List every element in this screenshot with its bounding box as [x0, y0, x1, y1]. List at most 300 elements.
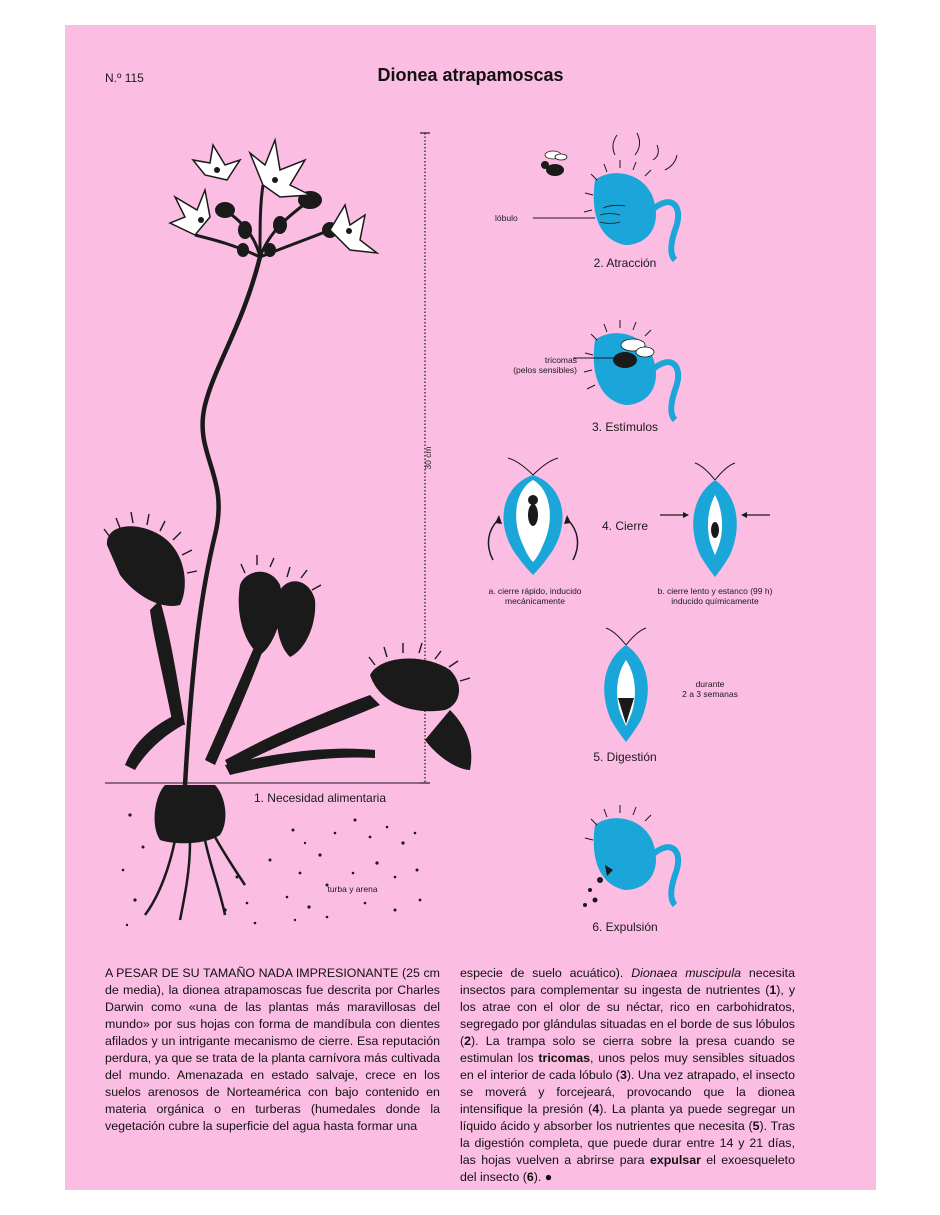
paragraph-part-1: intrigante	[179, 1034, 231, 1048]
paragraph-part-8: hojas	[481, 1153, 511, 1167]
paragraph-part-8: durar	[652, 1136, 682, 1150]
closure-a-label	[465, 586, 605, 606]
paragraph-part-1: planta	[271, 1051, 306, 1065]
paragraph-part-6: dionea	[757, 1085, 795, 1099]
paragraph-part-1: salvaje,	[316, 1068, 359, 1082]
paragraph-part-1	[503, 966, 511, 980]
paragraph-part-7: necesita	[698, 1119, 745, 1133]
closure-a-line-1: a. cierre rápido, inducido	[488, 586, 582, 596]
paragraph-part-8: días,	[768, 1136, 795, 1150]
paragraph-part-1: bajo	[334, 1085, 359, 1099]
ref-4: 4	[592, 1102, 600, 1116]
paragraph-part-3: borde	[680, 1017, 713, 1031]
paragraph-part-1	[220, 1085, 227, 1099]
tricomas-line-2: (pelos sensibles)	[513, 365, 577, 375]
paragraph-part-9: (	[522, 1170, 527, 1184]
paragraph-part-1: la	[430, 1102, 440, 1116]
paragraph-part-4: sobre	[640, 1034, 672, 1048]
paragraph-part-6	[692, 1085, 704, 1099]
paragraph-part-1	[309, 1068, 316, 1082]
paragraph-part-1	[141, 1085, 148, 1099]
paragraph-part-1: cultivada	[391, 1051, 440, 1065]
paragraph-part-8: 21	[749, 1136, 764, 1150]
step-1-label: 1. Necesidad alimentaria	[253, 791, 387, 805]
closure-b-label	[635, 586, 795, 606]
paragraph-part-1: que	[171, 1051, 193, 1065]
paragraph-part-3: con	[516, 1000, 537, 1014]
paragraph-part-4: estimulan	[460, 1051, 514, 1065]
paragraph-part-1: en	[426, 1085, 440, 1099]
ref-1: 1	[769, 983, 777, 997]
paragraph-part-1: hasta	[323, 1119, 354, 1133]
paragraph-part-7: y	[533, 1119, 540, 1133]
lobe-label: lóbulo	[495, 213, 518, 223]
paragraph-part-4	[689, 1034, 696, 1048]
paragraph-part-1: materia	[105, 1102, 147, 1116]
step-2-label: 2. Atracción	[593, 256, 657, 270]
paragraph-part-4: La	[485, 1034, 500, 1048]
paragraph-part-7: ya	[669, 1102, 683, 1116]
paragraph-part-1: hojas	[200, 1017, 230, 1031]
paragraph-part-7: absorber	[543, 1119, 593, 1133]
paragraph-part-1: dientes	[400, 1017, 440, 1031]
paragraph-part-1: los	[424, 1068, 440, 1082]
tricomas-term: tricomas	[538, 1051, 591, 1065]
paragraph-part-4	[634, 1034, 641, 1048]
paragraph-part-6: la	[527, 1102, 538, 1116]
paragraph-part-1: vegetación	[105, 1119, 165, 1133]
closure-a-line-2: mecánicamente	[504, 596, 565, 606]
paragraph-part-1	[340, 1000, 348, 1014]
page	[65, 25, 876, 1190]
paragraph-part-1: Norteamérica	[226, 1085, 301, 1099]
paragraph-part-3: por	[522, 1017, 541, 1031]
paragraph-part-2: (	[765, 983, 770, 997]
lead-in: TAMAÑO	[202, 966, 256, 980]
paragraph-part-1: de	[295, 1017, 309, 1031]
paragraph-part-8: abrirse	[576, 1153, 615, 1167]
ref-6: 6	[526, 1170, 534, 1184]
paragraph-part-3: los	[460, 1000, 476, 1014]
paragraph-part-1	[245, 1102, 255, 1116]
paragraph-part-1: mandíbula	[313, 1017, 372, 1031]
paragraph-part-3: glándulas	[543, 1017, 597, 1031]
paragraph-part-8: digestión	[474, 1136, 525, 1150]
paragraph-part-1	[562, 966, 570, 980]
paragraph-part-5: el	[477, 1068, 487, 1082]
paragraph-part-1: afilados	[105, 1034, 148, 1048]
paragraph-part-1: como	[151, 1000, 182, 1014]
paragraph-part-3: el	[543, 1000, 553, 1014]
paragraph-part-1: sus	[176, 1017, 196, 1031]
paragraph-part-8: para	[619, 1153, 645, 1167]
body-column-right	[460, 965, 795, 1186]
paragraph-part-9: el	[706, 1153, 716, 1167]
paragraph-part-1: cubre	[168, 1119, 200, 1133]
paragraph-part-2	[741, 966, 749, 980]
lead-in: A	[105, 966, 113, 980]
paragraph-part-1: plantas	[268, 1000, 309, 1014]
paragraph-part-1: estado	[271, 1068, 309, 1082]
step-6-label: 6. Expulsión	[592, 920, 658, 934]
paragraph-part-1	[261, 1000, 269, 1014]
paragraph-part-4	[545, 1034, 552, 1048]
paragraph-part-5: lóbulo	[579, 1068, 613, 1082]
paragraph-part-1: o	[214, 1102, 222, 1116]
paragraph-part-6: insecto	[755, 1068, 795, 1082]
paragraph-part-1: atrapamoscas	[223, 983, 302, 997]
paragraph-part-1: suelos	[105, 1085, 141, 1099]
paragraph-part-6: ).	[626, 1068, 635, 1082]
page-number: N.º 115	[105, 71, 144, 85]
trap-digestion	[604, 628, 648, 742]
paragraph-part-1	[396, 1068, 403, 1082]
paragraph-part-7: los	[596, 1119, 613, 1133]
paragraph-part-4: se	[781, 1034, 795, 1048]
step-3-label: 3. Estímulos	[591, 420, 659, 434]
paragraph-part-1: suelo	[532, 966, 562, 980]
paragraph-part-1: cierre.	[318, 1034, 354, 1048]
lead-in: PESAR	[116, 966, 159, 980]
paragraph-part-1	[328, 1085, 335, 1099]
closure-b-line-2: inducido químicamente	[671, 596, 759, 606]
paragraph-part-1: mundo.	[128, 1068, 171, 1082]
paragraph-part-1: más	[316, 1000, 340, 1014]
paragraph-part-3: y	[788, 983, 796, 997]
paragraph-part-8: Tras	[770, 1119, 795, 1133]
paragraph-part-4	[479, 1034, 486, 1048]
body-column-left	[105, 965, 440, 1135]
duration-line-1: durante	[695, 679, 725, 689]
paragraph-part-7: segregar	[727, 1102, 777, 1116]
paragraph-part-1: las	[245, 1000, 262, 1014]
paragraph-part-7: un	[781, 1102, 795, 1116]
paragraph-part-6	[526, 1085, 538, 1099]
paragraph-part-1: por	[154, 1017, 173, 1031]
paragraph-part-1: en	[250, 1068, 265, 1082]
paragraph-part-3: en	[649, 1017, 664, 1031]
paragraph-part-1: de	[240, 1051, 255, 1065]
paragraph-part-1: agua	[292, 1119, 321, 1133]
paragraph-part-3: lóbulos	[755, 1017, 795, 1031]
paragraph-part-4: la	[679, 1034, 689, 1048]
paragraph-part-2: de	[686, 983, 701, 997]
paragraph-part-3: segregado	[460, 1017, 519, 1031]
paragraph-part-10: ).	[533, 1170, 542, 1184]
paragraph-part-1: perdura,	[105, 1051, 152, 1065]
tricomas-line-1: tricomas	[544, 355, 577, 365]
paragraph-part-1: formar	[357, 1119, 394, 1133]
paragraph-part-5: situados	[748, 1051, 795, 1065]
paragraph-part-1: media),	[123, 983, 165, 997]
paragraph-part-6	[615, 1085, 627, 1099]
paragraph-part-7: puede	[687, 1102, 723, 1116]
paragraph-part-6: presión	[542, 1102, 584, 1116]
paragraph-part-6: atrapado,	[686, 1068, 740, 1082]
paragraph-part-5: en	[460, 1068, 474, 1082]
paragraph-part-1: más	[364, 1051, 388, 1065]
paragraph-part-1	[170, 1068, 177, 1082]
paragraph-part-5: de	[531, 1068, 546, 1082]
paragraph-part-4	[672, 1034, 679, 1048]
paragraph-part-8: vuelven	[516, 1153, 559, 1167]
paragraph-part-1: superficie	[215, 1119, 269, 1133]
paragraph-part-7: La	[611, 1102, 626, 1116]
paragraph-part-1: de	[301, 1034, 315, 1048]
paragraph-part-1: en	[231, 1102, 246, 1116]
paragraph-part-8: completa,	[529, 1136, 583, 1150]
paragraph-part-6: provocando	[626, 1085, 692, 1099]
trap-closure-fast	[488, 458, 577, 575]
paragraph-part-4: se	[582, 1034, 596, 1048]
step-4-label: 4. Cierre	[601, 519, 648, 533]
paragraph-part-7: nutrientes	[615, 1119, 671, 1133]
paragraph-part-4	[500, 1034, 507, 1048]
paragraph-part-1	[221, 1102, 231, 1116]
paragraph-part-5: ,	[590, 1051, 594, 1065]
paragraph-part-1: de	[510, 966, 525, 980]
paragraph-part-4	[775, 1034, 782, 1048]
paragraph-part-8: las	[460, 1153, 476, 1167]
paragraph-part-9: insecto	[480, 1170, 520, 1184]
end-mark: ●	[544, 1170, 553, 1184]
paragraph-part-1	[420, 1102, 430, 1116]
paragraph-part-8: puede	[613, 1136, 648, 1150]
paragraph-part-6: y	[538, 1085, 545, 1099]
paragraph-part-1	[623, 966, 631, 980]
paragraph-part-1	[181, 1000, 189, 1014]
species-name: Dionaea	[631, 966, 678, 980]
species-name: muscipula	[685, 966, 741, 980]
paragraph-part-2: ingesta	[641, 983, 682, 997]
paragraph-part-8: entre	[686, 1136, 715, 1150]
paragraph-part-6: que	[703, 1085, 725, 1099]
paragraph-part-1: carnívora	[308, 1051, 361, 1065]
paragraph-part-6	[544, 1085, 556, 1099]
paragraph-part-5: (	[615, 1068, 620, 1082]
paragraph-part-5: pelos	[629, 1051, 660, 1065]
process-diagrams	[65, 25, 876, 945]
paragraph-part-3: en	[696, 1000, 711, 1014]
paragraph-part-6	[724, 1085, 736, 1099]
paragraph-part-7: ).	[599, 1102, 607, 1116]
closure-b-line-1: b. cierre lento y estanco (99 h)	[657, 586, 773, 596]
duration-label	[665, 679, 755, 699]
duration-line-2: 2 a 3 semanas	[682, 689, 738, 699]
paragraph-part-3: rico	[669, 1000, 690, 1014]
paragraph-part-1: y	[151, 1034, 158, 1048]
paragraph-part-1: «una	[188, 1000, 217, 1014]
paragraph-part-1	[146, 1102, 156, 1116]
paragraph-part-1	[376, 1102, 386, 1116]
paragraph-part-6: se	[460, 1085, 474, 1099]
lead-in: NADA	[258, 966, 293, 980]
paragraph-part-1: una	[396, 1119, 418, 1133]
paragraph-part-1: mecanismo	[233, 1034, 298, 1048]
paragraph-part-1: con	[234, 1017, 255, 1031]
height-label: 30 cm	[423, 446, 433, 470]
paragraph-part-4: los	[517, 1051, 534, 1065]
page-title: Dionea atrapamoscas	[377, 65, 564, 85]
paragraph-part-1: la	[258, 1051, 268, 1065]
paragraph-part-9: del	[460, 1170, 477, 1184]
paragraph-part-1: trata	[212, 1051, 238, 1065]
paragraph-part-1: Esa	[356, 1034, 379, 1048]
paragraph-part-8: y	[738, 1136, 745, 1150]
paragraph-part-1: orgánica	[156, 1102, 205, 1116]
paragraph-part-5: interior	[490, 1068, 529, 1082]
paragraph-part-6: forcejeará,	[556, 1085, 615, 1099]
paragraph-part-3: olor	[559, 1000, 581, 1014]
paragraph-part-4: cuando	[734, 1034, 775, 1048]
paragraph-part-6	[746, 1085, 758, 1099]
paragraph-part-5: sensibles	[692, 1051, 745, 1065]
lead-in: IMPRESIONANTE	[295, 966, 399, 980]
paragraph-part-3: de	[586, 1000, 601, 1014]
paragraph-part-1	[301, 1102, 311, 1116]
paragraph-part-2: su	[623, 983, 637, 997]
paragraph-part-6	[473, 1085, 485, 1099]
paragraph-part-1: con	[307, 1085, 328, 1099]
paragraph-part-1: descrita	[327, 983, 371, 997]
paragraph-part-1: la	[202, 1119, 213, 1133]
paragraph-part-1: reputación	[382, 1034, 441, 1048]
ref-5: 5	[752, 1119, 760, 1133]
paragraph-part-1: del	[423, 1000, 441, 1014]
paragraph-part-7: planta	[630, 1102, 665, 1116]
paragraph-part-5: cada	[548, 1068, 576, 1082]
paragraph-part-1: se	[195, 1051, 209, 1065]
paragraph-part-1: dionea	[182, 983, 220, 997]
paragraph-part-1: fue	[306, 983, 324, 997]
paragraph-part-6: vez	[664, 1068, 684, 1082]
paragraph-part-4	[596, 1034, 603, 1048]
paragraph-part-9: exoesqueleto	[721, 1153, 795, 1167]
paragraph-part-6: intensifique	[460, 1102, 523, 1116]
paragraph-part-1	[199, 1085, 206, 1099]
paragraph-part-1: del	[272, 1119, 289, 1133]
paragraph-part-2: necesita	[748, 966, 795, 980]
paragraph-part-7: que	[674, 1119, 695, 1133]
paragraph-part-1: Charles	[397, 983, 440, 997]
paragraph-part-1: crece	[365, 1068, 396, 1082]
paragraph-part-3: el	[667, 1017, 677, 1031]
trap-expulsion	[583, 805, 678, 907]
trap-closure-slow	[660, 463, 770, 577]
paragraph-part-4: cierra	[602, 1034, 634, 1048]
paragraph-part-1: con	[375, 1017, 396, 1031]
paragraph-part-4: ).	[471, 1034, 479, 1048]
lead-in: SU	[182, 966, 200, 980]
paragraph-part-1: Amenazada	[176, 1068, 244, 1082]
paragraph-part-6: la	[736, 1085, 746, 1099]
paragraph-part-4: trampa	[506, 1034, 546, 1048]
paragraph-part-8: ).	[759, 1119, 768, 1133]
paragraph-part-7: ácido	[500, 1119, 530, 1133]
paragraph-part-5: muy	[664, 1051, 688, 1065]
species-name	[677, 966, 685, 980]
paragraph-part-7: (	[748, 1119, 753, 1133]
paragraph-part-1: de	[224, 1000, 238, 1014]
paragraph-part-3: néctar,	[626, 1000, 664, 1014]
paragraph-part-1: especie	[460, 966, 503, 980]
trap-attraction	[533, 133, 678, 260]
paragraph-part-1: en	[402, 1068, 417, 1082]
paragraph-part-2: para	[510, 983, 536, 997]
paragraph-part-1	[301, 1085, 308, 1099]
paragraph-part-6: (	[588, 1102, 593, 1116]
paragraph-part-1	[204, 1102, 214, 1116]
paragraph-part-1: ya	[154, 1051, 168, 1065]
paragraph-part-1: del	[105, 1068, 122, 1082]
paragraph-part-3: ),	[776, 983, 784, 997]
paragraph-part-2: nutrientes	[705, 983, 761, 997]
paragraph-part-1: contenido	[365, 1085, 420, 1099]
paragraph-part-5: unos	[598, 1051, 626, 1065]
paragraph-part-1: cm	[423, 966, 440, 980]
paragraph-part-1: de	[205, 1085, 220, 1099]
paragraph-part-8: la	[460, 1136, 470, 1150]
paragraph-part-1: mundo»	[105, 1017, 150, 1031]
paragraph-part-3: de	[715, 1017, 730, 1031]
paragraph-part-1	[144, 1000, 152, 1014]
ref-3: 3	[619, 1068, 627, 1082]
paragraph-part-1	[524, 966, 532, 980]
tricomas-label	[477, 355, 577, 375]
paragraph-part-1: arenosos	[147, 1085, 199, 1099]
paragraph-part-1	[122, 1068, 129, 1082]
paragraph-part-4: solo	[552, 1034, 576, 1048]
paragraph-part-3: sus	[732, 1017, 753, 1031]
paragraph-part-1: un	[161, 1034, 176, 1048]
paragraph-part-1: forma	[258, 1017, 291, 1031]
paragraph-part-1: turberas	[255, 1102, 301, 1116]
paragraph-part-4	[727, 1034, 734, 1048]
lead-in: DE	[161, 966, 179, 980]
trap-stimulus	[573, 320, 678, 420]
paragraph-part-1: acuático).	[569, 966, 624, 980]
paragraph-part-3: atrae	[482, 1000, 511, 1014]
paragraph-part-1: por	[375, 983, 394, 997]
paragraph-part-6: Una	[637, 1068, 661, 1082]
paragraph-part-1: (25	[401, 966, 420, 980]
paragraph-part-8: que	[587, 1136, 609, 1150]
paragraph-part-4: presa	[695, 1034, 727, 1048]
ref-2: 2	[464, 1034, 472, 1048]
paragraph-part-6: el	[742, 1068, 753, 1082]
paragraph-part-1: maravillosas	[347, 1000, 416, 1014]
paragraph-part-1: (humedales	[310, 1102, 376, 1116]
paragraph-part-6: moverá	[485, 1085, 527, 1099]
paragraph-part-1: Darwin	[105, 1000, 144, 1014]
paragraph-part-3: situadas	[600, 1017, 647, 1031]
paragraph-part-2: complementar	[540, 983, 619, 997]
paragraph-part-3: (	[460, 1034, 465, 1048]
paragraph-part-3: su	[606, 1000, 620, 1014]
paragraph-part-1	[417, 1068, 424, 1082]
paragraph-part-2: insectos	[460, 983, 506, 997]
soil-label: turba y arena	[327, 884, 378, 894]
paragraph-part-1: de	[105, 983, 119, 997]
paragraph-part-8: 14	[719, 1136, 734, 1150]
paragraph-part-8: a	[564, 1153, 572, 1167]
paragraph-part-1: donde	[385, 1102, 421, 1116]
paragraph-part-7: líquido	[460, 1119, 497, 1133]
paragraph-part-1	[216, 1000, 224, 1014]
paragraph-part-1: la	[168, 983, 179, 997]
step-5-label: 5. Digestión	[593, 750, 657, 764]
paragraph-part-3: carbohidratos,	[716, 1000, 796, 1014]
